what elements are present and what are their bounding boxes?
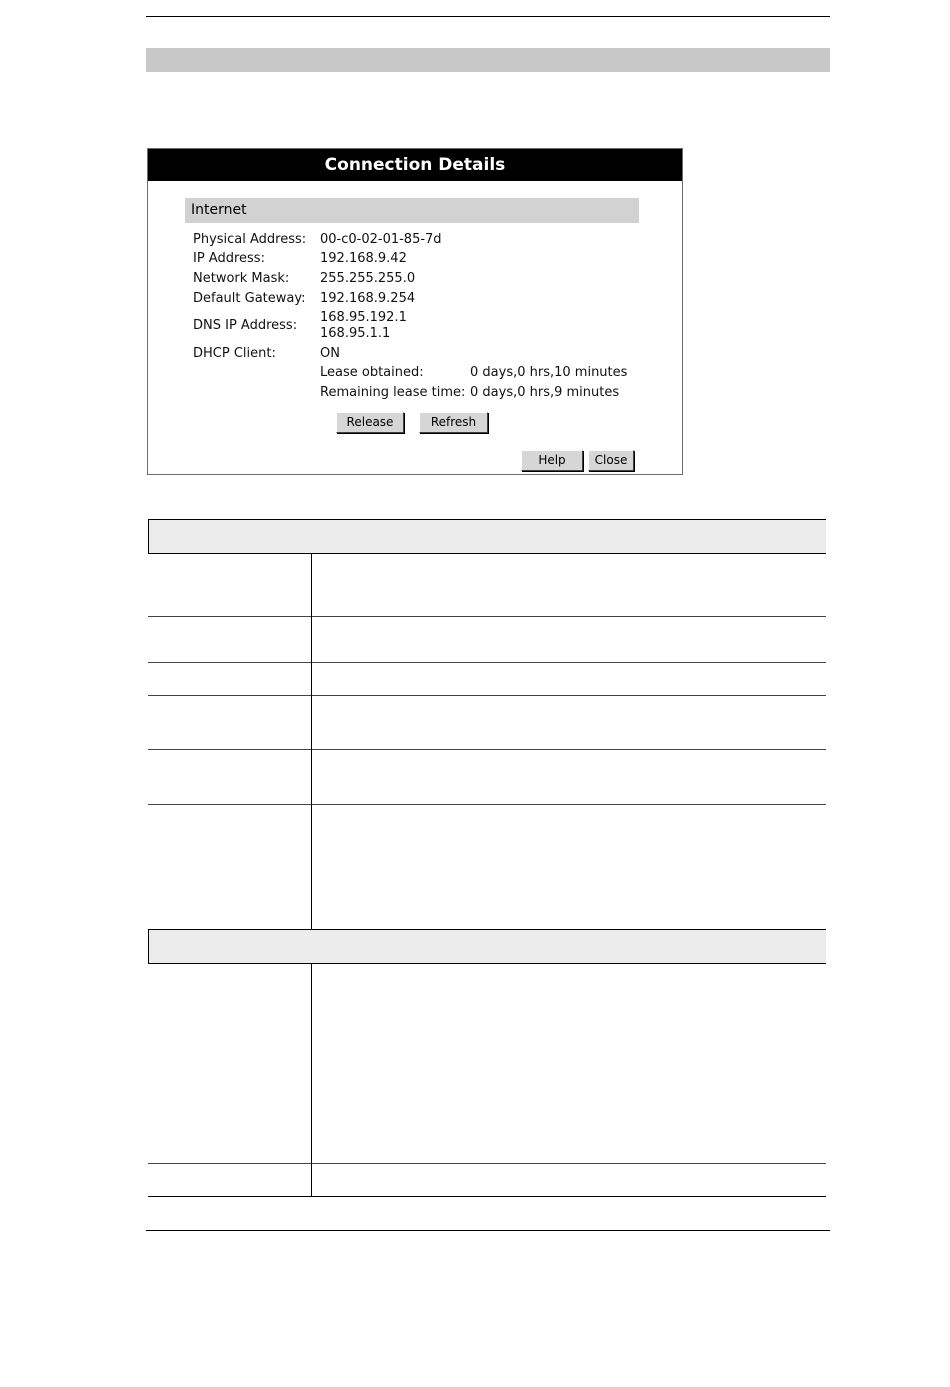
table-rule [148,553,826,554]
close-button[interactable]: Close [588,450,634,471]
table-column-divider [311,553,312,929]
table-rule [148,1196,826,1197]
table-row-divider [148,616,826,617]
remaining-lease-value: 0 days,0 hrs,9 minutes [470,385,620,400]
table-rule [148,963,826,964]
release-button[interactable]: Release [336,412,404,433]
dns-ip-address-label: DNS IP Address: [193,318,298,333]
page-footer-rule [146,1230,830,1231]
remaining-lease-label: Remaining lease time: [320,385,466,400]
internet-section-header: Internet [185,198,639,223]
network-mask-label: Network Mask: [193,271,290,286]
physical-address-label: Physical Address: [193,232,307,247]
table-rule [148,519,826,520]
refresh-button[interactable]: Refresh [419,412,488,433]
table-row-divider [148,804,826,805]
ip-address-value: 192.168.9.42 [320,251,407,266]
physical-address-value: 00-c0-02-01-85-7d [320,232,442,247]
table-row-divider [148,1163,826,1164]
table-left-border [148,929,149,963]
dhcp-client-value: ON [320,346,340,361]
dns-primary-value: 168.95.192.1 [320,310,407,325]
dns-secondary-value: 168.95.1.1 [320,326,391,341]
network-mask-value: 255.255.255.0 [320,271,416,286]
table-row-divider [148,662,826,663]
table-row-divider [148,695,826,696]
connection-details-dialog [147,148,683,475]
lease-obtained-label: Lease obtained: [320,365,424,380]
default-gateway-label: Default Gateway: [193,291,306,306]
table-row-divider [148,749,826,750]
table-section-header-1 [148,520,826,553]
dhcp-client-label: DHCP Client: [193,346,276,361]
help-button[interactable]: Help [521,450,583,471]
ip-address-label: IP Address: [193,251,265,266]
page-header-rule [146,16,830,17]
table-rule [148,929,826,930]
section-heading-band [146,48,830,72]
table-column-divider [311,963,312,1196]
lease-obtained-value: 0 days,0 hrs,10 minutes [470,365,628,380]
table-left-border [148,520,149,553]
dialog-title: Connection Details [148,149,682,181]
table-section-header-2 [148,929,826,963]
default-gateway-value: 192.168.9.254 [320,291,416,306]
